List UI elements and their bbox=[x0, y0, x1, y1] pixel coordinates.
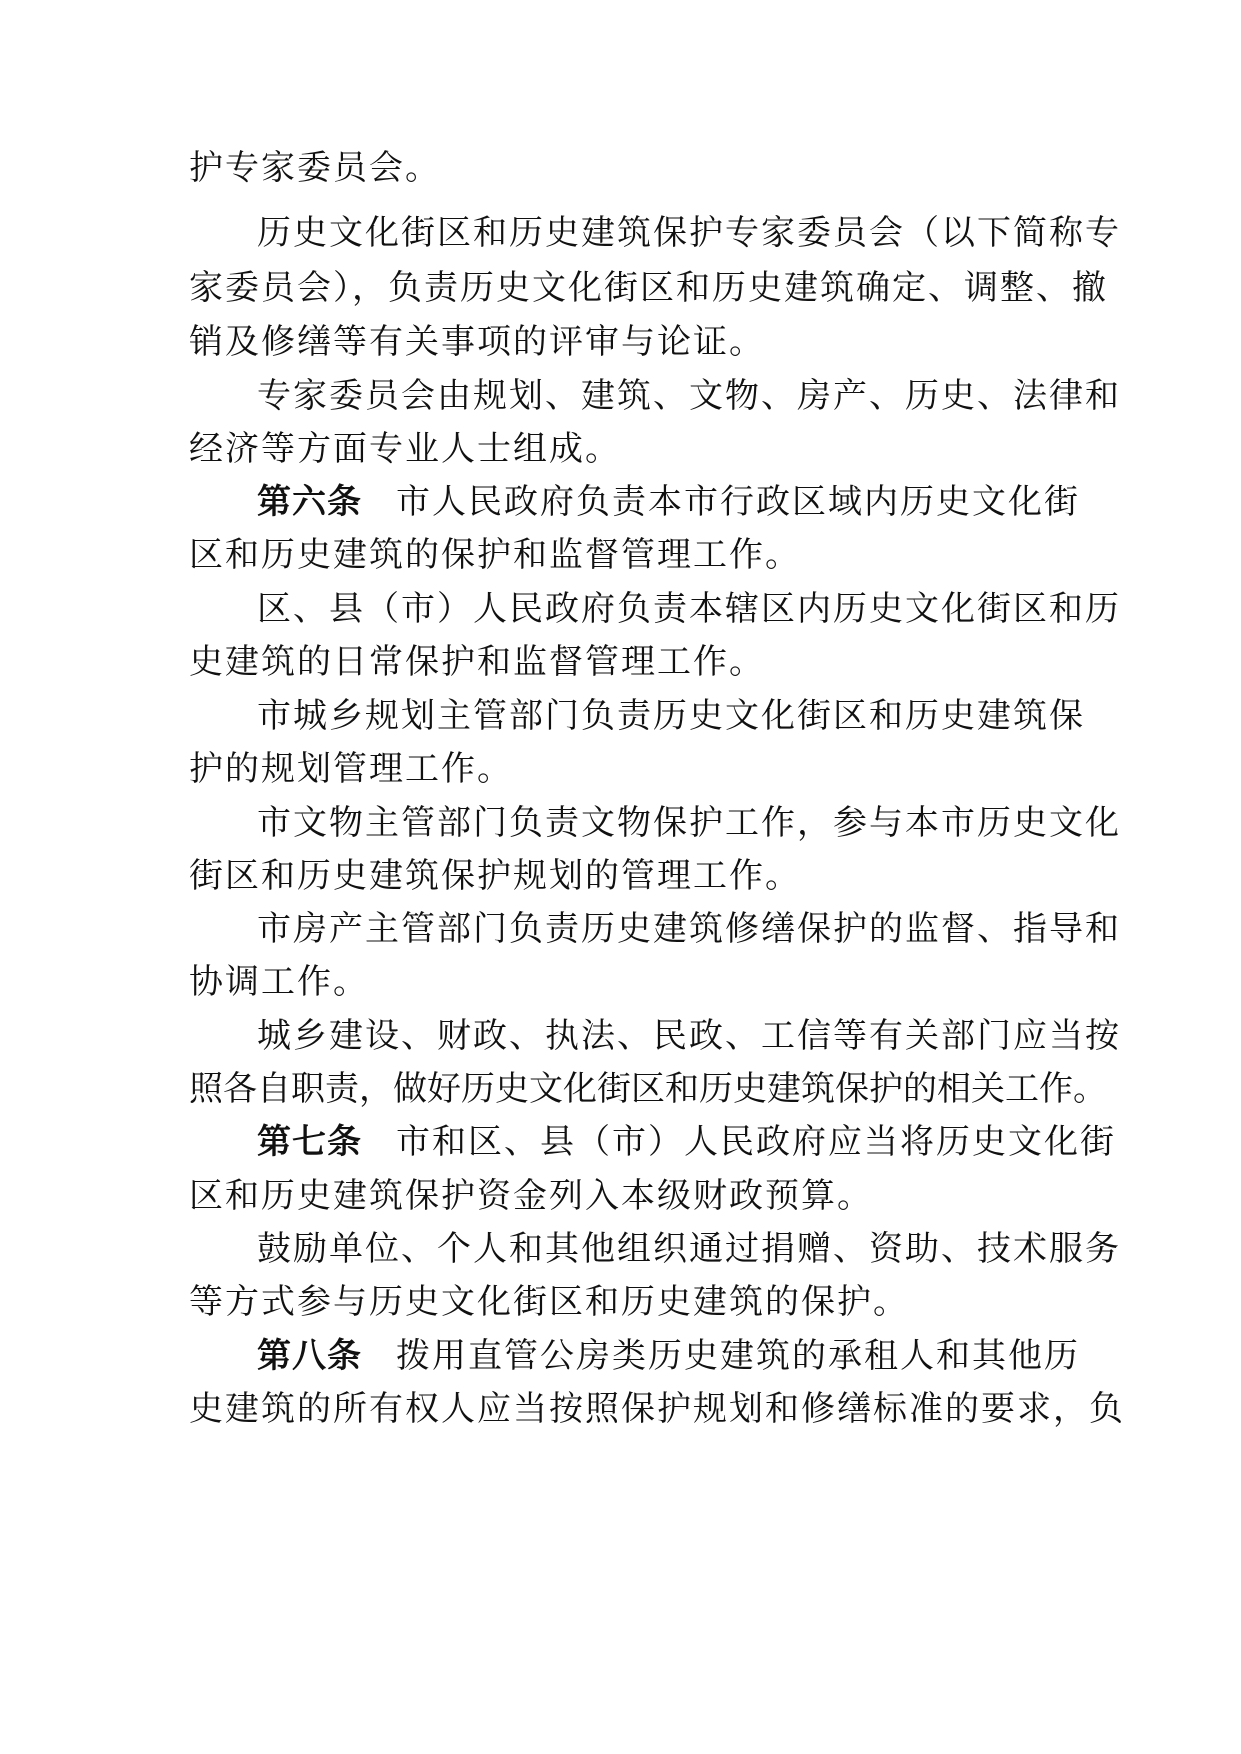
line-text: 市文物主管部门负责文物保护工作，参与本市历史文化 bbox=[257, 803, 1121, 843]
line-text: 市房产主管部门负责历史建筑修缮保护的监督、指导和 bbox=[257, 909, 1121, 949]
line-text: 照各自职责，做好历史文化街区和历史建筑保护的相关工作。 bbox=[189, 1069, 1107, 1109]
text-line bbox=[189, 531, 1069, 579]
article-number: 第七条 bbox=[257, 1122, 362, 1162]
text-line bbox=[189, 318, 1069, 366]
line-text: 市人民政府负责本市行政区域内历史文化街 bbox=[396, 482, 1080, 522]
article-number: 第六条 bbox=[257, 482, 362, 522]
line-text: 鼓励单位、个人和其他组织通过捐赠、资助、技术服务 bbox=[257, 1229, 1121, 1269]
line-text: 历史文化街区和历史建筑保护专家委员会（以下简称专 bbox=[257, 213, 1121, 253]
line-text: 销及修缮等有关事项的评审与论证。 bbox=[189, 322, 765, 362]
text-line bbox=[189, 958, 1069, 1006]
text-line bbox=[189, 1065, 1107, 1113]
line-text: 市城乡规划主管部门负责历史文化街区和历史建筑保 bbox=[257, 696, 1085, 736]
line-text: 护专家委员会。 bbox=[189, 148, 441, 188]
line-text: 专家委员会由规划、建筑、文物、房产、历史、法律和 bbox=[257, 376, 1121, 416]
line-text: 城乡建设、财政、执法、民政、工信等有关部门应当按 bbox=[257, 1016, 1121, 1056]
text-line bbox=[189, 1385, 1125, 1433]
text-line bbox=[189, 144, 1069, 192]
text-line bbox=[189, 1172, 1069, 1220]
text-line bbox=[189, 1278, 1069, 1326]
line-text: 护的规划管理工作。 bbox=[189, 749, 513, 789]
text-line bbox=[257, 692, 1085, 740]
text-line bbox=[257, 799, 1121, 847]
line-text: 街区和历史建筑保护规划的管理工作。 bbox=[189, 856, 801, 896]
text-line bbox=[257, 372, 1121, 420]
line-text: 史建筑的所有权人应当按照保护规划和修缮标准的要求，负 bbox=[189, 1389, 1125, 1429]
text-line bbox=[257, 209, 1121, 257]
line-text: 等方式参与历史文化街区和历史建筑的保护。 bbox=[189, 1282, 909, 1322]
line-text: 区和历史建筑保护资金列入本级财政预算。 bbox=[189, 1176, 873, 1216]
line-text: 家委员会），负责历史文化街区和历史建筑确定、调整、撤 bbox=[189, 268, 1108, 308]
text-line bbox=[257, 905, 1121, 953]
article-number: 第八条 bbox=[257, 1336, 362, 1376]
line-text: 协调工作。 bbox=[189, 962, 369, 1002]
line-text: 区、县（市）人民政府负责本辖区内历史文化街区和历 bbox=[257, 589, 1121, 629]
text-line bbox=[257, 585, 1121, 633]
text-line bbox=[257, 1332, 1080, 1380]
text-line bbox=[257, 1012, 1121, 1060]
line-text: 史建筑的日常保护和监督管理工作。 bbox=[189, 642, 765, 682]
text-line bbox=[189, 638, 1069, 686]
line-text: 市和区、县（市）人民政府应当将历史文化街 bbox=[396, 1122, 1116, 1162]
text-line bbox=[189, 264, 1108, 312]
text-line bbox=[257, 478, 1080, 526]
text-line bbox=[189, 745, 1069, 793]
text-line bbox=[257, 1225, 1121, 1273]
text-line bbox=[257, 1118, 1116, 1166]
text-line bbox=[189, 425, 1069, 473]
line-text: 区和历史建筑的保护和监督管理工作。 bbox=[189, 535, 801, 575]
line-text: 拨用直管公房类历史建筑的承租人和其他历 bbox=[396, 1336, 1080, 1376]
text-line bbox=[189, 852, 1069, 900]
line-text: 经济等方面专业人士组成。 bbox=[189, 429, 621, 469]
